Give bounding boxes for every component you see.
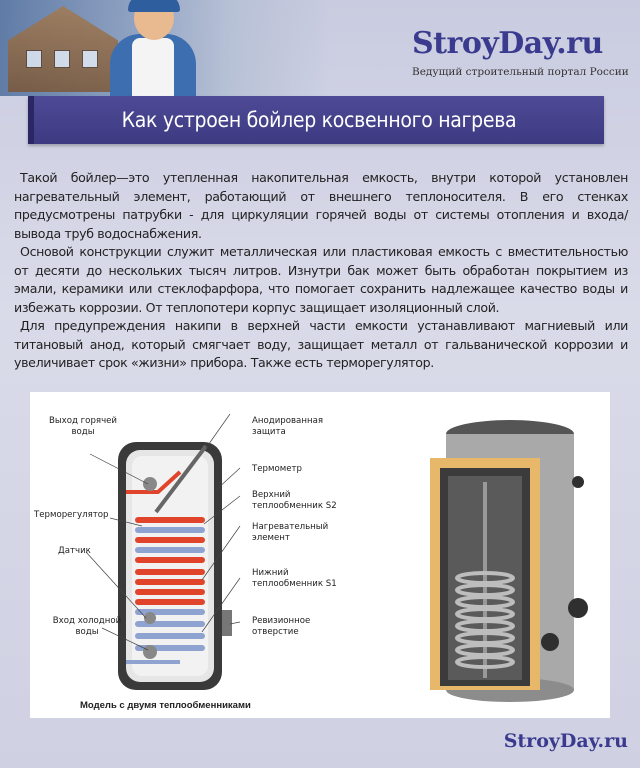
house-window: [26, 50, 42, 68]
label-upper-heat-exchanger: Верхний теплообменник S2: [252, 490, 337, 511]
label-thermoregulator: Терморегулятор: [34, 510, 109, 520]
label-lower-heat-exchanger: Нижний теплообменник S1: [252, 568, 337, 589]
label-hot-water-out: Выход горячей воды: [48, 416, 118, 437]
article-body: [14, 169, 628, 373]
paragraph: Такой бойлер—это утепленная накопительная емкость, внутри которой установлен нагревательный элемент, работающий от внешнего теплоносителя. В его стенках предусмотрены патрубки - для циркуляции горячей воды от системы отопления и входа/вывода труб водоснабжения.: [14, 170, 628, 241]
label-inspection-port: Ревизионное отверстие: [252, 616, 311, 637]
label-heating-element: Нагревательный элемент: [252, 522, 329, 543]
paragraph: Основой конструкции служит металлическая или пластиковая емкость с вместительностью от десяти до нескольких тысяч литров. Изнутри бак может быть обработан покрытием из эмали, керамики или стеклофарфора, что помогает сохранить надлежащее качество воды и избежать коррозии. От теплопотери корпус защищает изоляционный слой.: [14, 244, 628, 315]
boiler-diagram: [30, 392, 610, 718]
house-window: [82, 50, 98, 68]
tank-schematic: [118, 442, 232, 690]
site-tagline: Ведущий строительный портал России: [412, 66, 629, 78]
page-title: Как устроен бойлер косвенного нагрева: [121, 108, 517, 132]
footer-logo[interactable]: StroyDay.ru: [503, 730, 628, 752]
worker-cap: [128, 0, 180, 12]
site-logo[interactable]: StroyDay.ru: [412, 26, 603, 61]
house-window: [54, 50, 70, 68]
paragraph: Для предупреждения накипи в верхней части емкости устанавливают магниевый или титановый анод, который смягчает воду, защищает металл от гальванической коррозии и увеличивает срок «жизни» прибора. Также есть терморегулятор.: [14, 318, 628, 370]
worker-shirt: [132, 38, 174, 96]
title-banner: [28, 96, 604, 144]
boiler-cutaway: [430, 420, 588, 702]
label-cold-water-in: Вход холодной воды: [52, 616, 122, 637]
label-sensor: Датчик: [58, 546, 91, 556]
label-thermometer: Термометр: [252, 464, 302, 474]
diagram-caption: Модель с двумя теплообменниками: [80, 700, 251, 711]
label-anode: Анодированная защита: [252, 416, 323, 437]
